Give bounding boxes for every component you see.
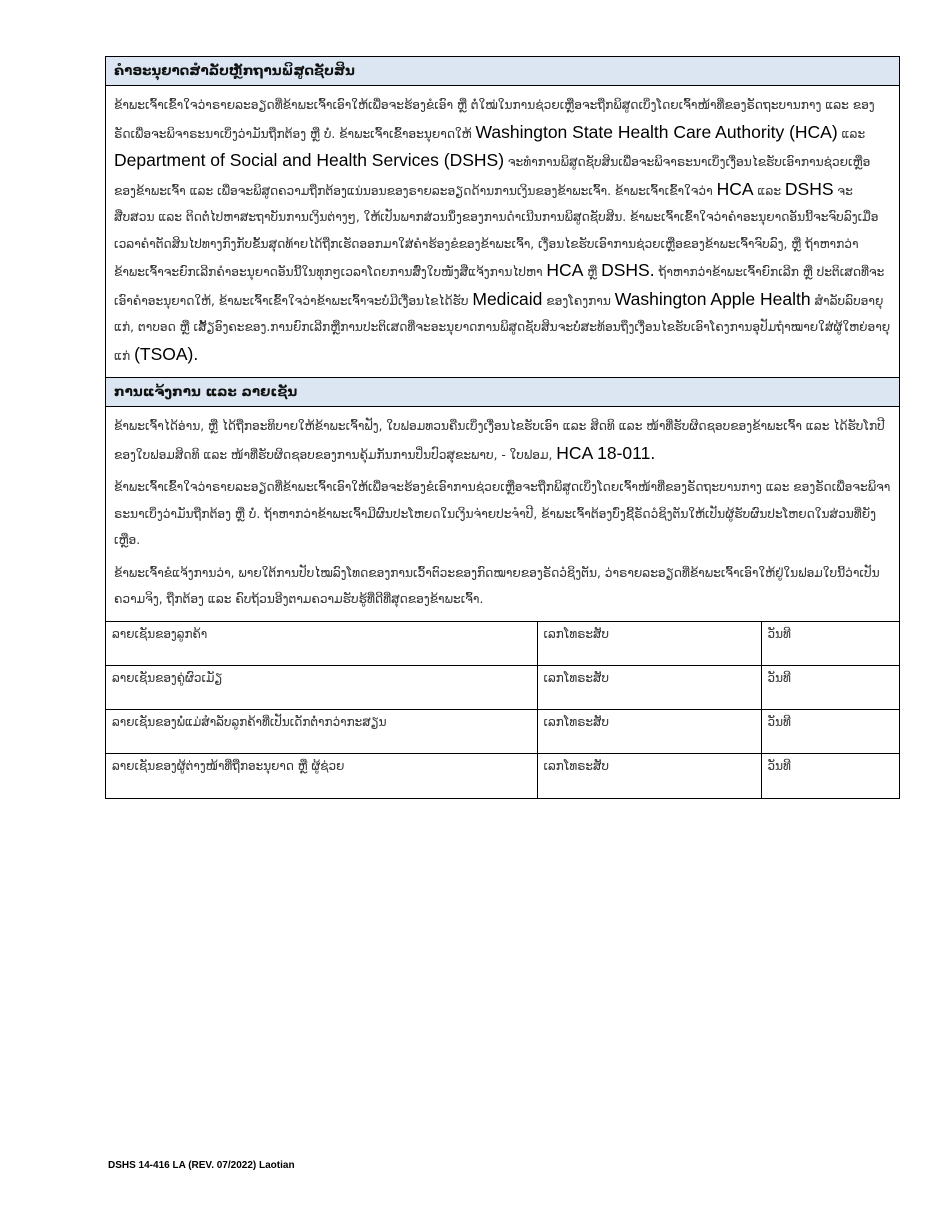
text-segment: ຈະສືບສວນ ແລະ ຕິດຕໍ່ໄປຫາສະຖາບັນການເງິນຕ່າງໆ, ໃຫ້ເປັນພາກສ່ວນນຶ່ງຂອງການດຳເນີນການພິສູດຊັບສິນ. ຂ້າພະເຈົ້າເຂົ້າໃຈວ່າຄຳອະນຸຍາດອັນນີ້ຈະຈົບລົງເມື່ອເວລາຄຳຕັດສິນໄປທາງກົງກັບຂັ້ນສຸດທ້າຍໄດ້ຖືກເຮັດອອກມາໃສ່ຄຳຮ້ອງຂໍຂອງຂ້າພະເຈົ້າ, ເງື່ອນໄຂຮັບເອົາການຊ່ວຍເຫຼືອຂອງຂ້າພະເຈົ້າຈົບລົງ, ຫຼື ຖ້າຫາກວ່າ ຂ້າພະເຈົ້າຈະຍົກເລີກຄຳອະນຸຍາດອັນນີ້ໃນທຸກໆເວລາໂດຍການສົ່ງໃບໜັງສືແຈ້ງການໄປຫາ	[114, 183, 879, 279]
representative-date-field[interactable]: ວັນທີ	[767, 759, 791, 773]
notice-signature-heading: ການແຈ້ງການ ແລະ ລາຍເຊັນ	[106, 378, 899, 407]
text-segment: ສຳລັບລົບອາຍຸແກ່, ຕາບອດ ຫຼື ເສັ້ຽອົງຄະຂອງ.ການຍົກເລີກຫຼືການປະຕິເສດທີ່ຈະອະນຸຍາດການພິສູດຊັບສິນຈະບໍ່ສະທ້ອນຖຶງເງື່ອນໄຂຮັບເອົາໂຄງການອຸປັມຖຳໝາຍໃສ່ຜູ້ໃຫຍ່ອາຍຸແກ່	[114, 293, 891, 363]
text-segment: ຫຼື	[587, 265, 598, 279]
notice-signature-section	[106, 407, 899, 622]
signature-table	[106, 622, 899, 798]
asset-verification-section	[106, 86, 899, 378]
text-segment: ຈະທຳການພິສູດຊັບສິນເພື່ອຈະພິຈາຣະນາເບິ່ງເງື່ອນໄຂຮັບເອົາການຊ່ວຍເຫຼືອຂອງຂ້າພະເຈົ້າ ແລະ ເພື່ອຈະພິສູດຄວາມຖືກຕ້ອງແນ່ນອນຂອງຣາຍລະອຽດດ້ານການເງິນຂອງຂ້າພະເຈົ້າ. ຂ້າພະເຈົ້າເຂົ້າໃຈວ່າ	[114, 155, 871, 198]
hca-abbr: HCA	[716, 178, 754, 199]
notice-paragraph-2: ຂ້າພະເຈົ້າເຂົ້າໃຈວ່າຣາຍລະອຽດທີ່ຂ້າພະເຈົ້າເອົາໃຫ້ເພື່ອຈະຮ້ອງຂໍເອົາການຊ່ວຍເຫຼືອຈະຖືກພິສູດເບິ່ງໂດຍເຈົ້າໜ້າທີ່ຂອງຣັດຖະບານກາງ ແລະ ຂອງຣັດເພື່ອຈະພິຈາຣະນາເບິ່ງວ່າມັນຖືກຕ້ອງ ຫຼື ບໍ່. ຖ້າຫາກວ່າຂ້າພະເຈົ້າມີຜົນປະໂຫຍດໃນເງິນຈ່າຍປະຈຳປີ, ຂ້າພະເຈົ້າຕ້ອງບົ່ງຊີ້ຣັດວໍຊິງຕັນໃຫ້ເປັນຜູ້ຮັບຜົນປະໂຫຍດໃນສ່ວນທີ່ຍັງເຫຼືອ.	[114, 480, 891, 547]
text-segment: ແລະ	[757, 183, 782, 198]
dshs-name: Department of Social and Health Services (DSHS)	[114, 150, 505, 170]
text-segment: ຂ້າພະເຈົ້າເຂົ້າໃຈວ່າຣາຍລະອຽດທີ່ຂ້າພະເຈົ້າເອົາໃຫ້ເພື່ອຈະຮ້ອງຂໍເອົາ ຫຼື ຕໍ່ໃໝ່ໃນການຊ່ວຍເຫຼືອຈະຖືກພິສູດເບິ່ງໂດຍເຈົ້າໜ້າທີ່ຂອງຣັດຖະບານກາງ ແລະ ຂອງຣັດເພື່ອຈະພິຈາຣະນາເບິ່ງວ່າມັນຖືກຕ້ອງ ຫຼື ບໍ່. ຂ້າພະເຈົ້າເຂົ້າອະນຸຍາດໃຫ້	[114, 98, 875, 141]
spouse-phone-field[interactable]: ເລກໂທຣະສັບ	[537, 666, 761, 710]
form-number: HCA 18-011.	[556, 442, 656, 463]
parent-signature-field[interactable]: ລາຍເຊັນຂອງພໍ່ແມ່ສຳລັບລູກຄ້າທີ່ເປັນເດັກຕ່ຳກວ່າກະສຽນ	[106, 710, 537, 754]
signature-row	[106, 710, 899, 754]
spouse-signature-field[interactable]: ລາຍເຊັນຂອງຄູ່ຜົວເມັຽ	[106, 666, 537, 710]
parent-date-field[interactable]: ວັນທີ	[761, 710, 899, 754]
text-segment: ແລະ	[841, 126, 866, 141]
dshs-abbr: DSHS	[784, 178, 834, 199]
parent-phone-field[interactable]: ເລກໂທຣະສັບ	[537, 710, 761, 754]
text-segment: ຂ້າພະເຈົ້າໄດ້ອ່ານ, ຫຼື ໄດ້ຖືກອະທິບາຍໃຫ້ຂ້າພະເຈົ້າຟັງ, ໃບຟອມທວນຄືນເບິ່ງເງື່ອນໄຂຮັບເອົາ ແລະ ສິດທິ ແລະ ໜ້າທີ່ຮັບຜິດຊອບຂອງຂ້າພະເຈົ້າ ແລະ ໄດ້ຮັບໂກປີຂອງໃບຟອມສິດທິ ແລະ ໜ້າທີ່ຮັບຜິດຊອບຂອງການຄຸ້ມກັນການປິ່ນປົວສຸຂະພາບ, - ໃບຟອມ,	[114, 419, 885, 462]
consent-form	[105, 56, 900, 799]
text-segment: ຖ້າຫາກວ່າຂ້າພະເຈົ້າຍົກເລີກ ຫຼື ປະຕິເສດທີ່ຈະເອົາຄຳອະນຸຍາດໃຫ້, ຂ້າພະເຈົ້າເຂົ້າໃຈວ່າຂ້າພະເຈົ້າຈະບໍ່ມີເງື່ອນໄຂໄດ້ຮັບ	[114, 265, 885, 308]
asset-verification-heading: ຄຳອະນຸຍາດສຳລັບຫຼັກຖານພິສູດຊັບສິນ	[106, 57, 899, 86]
client-date-field[interactable]: ວັນທີ	[761, 622, 899, 666]
medicaid-term: Medicaid	[472, 288, 543, 309]
signature-row	[106, 754, 899, 798]
hca-abbr: HCA	[546, 260, 584, 280]
client-phone-field[interactable]: ເລກໂທຣະສັບ	[537, 622, 761, 666]
client-signature-field[interactable]: ລາຍເຊັນຂອງລູກຄ້າ	[106, 622, 537, 666]
representative-phone-field[interactable]: ເລກໂທຣະສັບ	[537, 754, 761, 798]
signature-row	[106, 666, 899, 710]
hca-name: Washington State Health Care Authority (HCA)	[475, 121, 838, 142]
form-footer: DSHS 14-416 LA (REV. 07/2022) Laotian	[108, 1160, 295, 1171]
dshs-abbr: DSHS.	[601, 260, 655, 280]
signature-row	[106, 622, 899, 666]
apple-health-term: Washington Apple Health	[614, 288, 811, 309]
text-segment: ຂອງໂຄງການ	[546, 293, 611, 308]
asset-verification-text	[114, 92, 891, 369]
representative-signature-field[interactable]: ລາຍເຊັນຂອງຜູ້ຕ່າງໜ້າທີ່ຖືກອະນຸຍາດ ຫຼື ຜູ້ຊ່ວຍ	[106, 754, 537, 798]
notice-paragraph-3: ຂ້າພະເຈົ້າຂໍແຈ້ງການວ່າ, ພາຍໃຕ້ການປັບໄໝລົງໂທດຂອງການເວົ້າຕົວະຂອງກົດໝາຍຂອງຣັດວໍຊິງຕັນ, ວ່າຣາຍລະອຽດທີ່ຂ້າພະເຈົ້າເອົາໃຫ້ຢູ່ໃນຟອມໃບນີ້ວ່າເປັນຄວາມຈິງ, ຖືກຕ້ອງ ແລະ ຄົບຖ້ວນອີງຕາມຄວາມຮັບຮູ້ທີ່ດີທີ່ສຸດຂອງຂ້າພະເຈົ້າ.	[114, 565, 880, 606]
tsoa-term: (TSOA).	[134, 343, 199, 364]
spouse-date-field[interactable]: ວັນທີ	[761, 666, 899, 710]
notice-paragraph-1	[114, 413, 891, 468]
